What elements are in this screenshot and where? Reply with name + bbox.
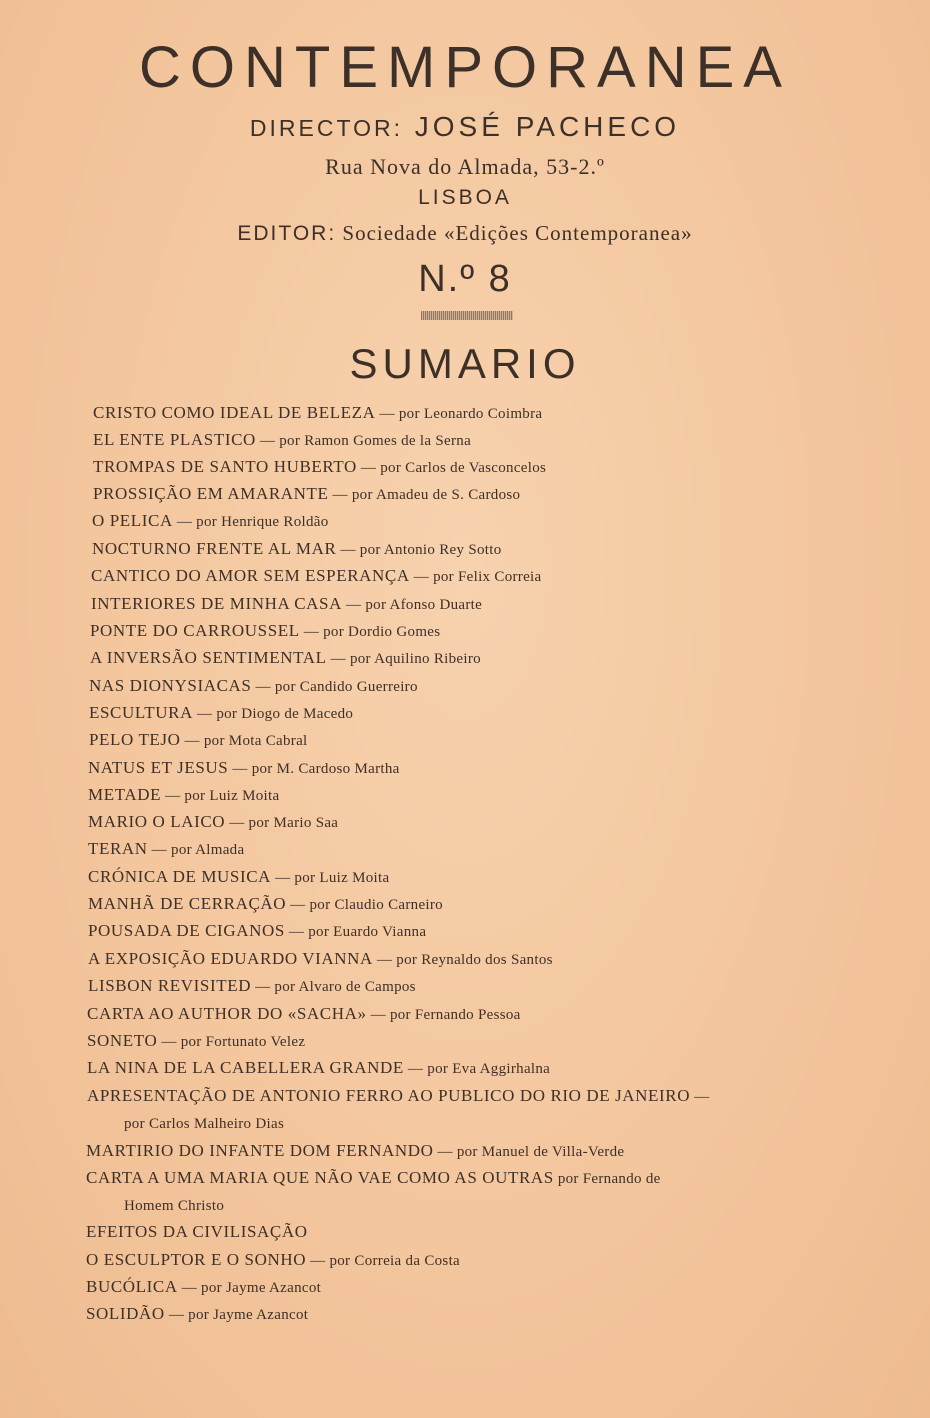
toc-entry bbox=[88, 946, 553, 972]
toc-entry-title: METADE bbox=[88, 785, 162, 804]
toc-entry-author: — por Eva Aggirhalna bbox=[407, 1061, 551, 1077]
toc-entry-title: PONTE DO CARROUSSEL bbox=[90, 621, 300, 640]
toc-entry-title: LA NINA DE LA CABELLERA GRANDE bbox=[87, 1058, 404, 1077]
toc-entry-author: — por Alvaro de Campos bbox=[255, 979, 416, 995]
toc-entry-title: CRÓNICA DE MUSICA bbox=[88, 867, 272, 886]
toc-entry-author: — por M. Cardoso Martha bbox=[232, 761, 400, 777]
toc-entry-title: ESCULTURA bbox=[89, 703, 193, 722]
toc-entry-title: TERAN bbox=[88, 839, 148, 858]
toc-entry bbox=[86, 1274, 321, 1300]
director-label: DIRECTOR: bbox=[249, 115, 403, 141]
toc-entry bbox=[86, 1138, 624, 1164]
toc-entry bbox=[91, 591, 482, 617]
director-line bbox=[0, 110, 930, 145]
toc-entry-title: CARTA A UMA MARIA QUE NÃO VAE COMO AS OUTRAS bbox=[86, 1168, 554, 1187]
toc-entry-author: Homem Christo bbox=[124, 1198, 225, 1214]
toc-entry-title: A INVERSÃO SENTIMENTAL bbox=[90, 648, 327, 667]
toc-entry-author: — por Aquilino Ribeiro bbox=[330, 651, 481, 667]
toc-entry-author: — por Mario Saa bbox=[229, 815, 339, 831]
toc-entry-title: O ESCULPTOR E O SONHO bbox=[86, 1250, 307, 1269]
toc-entry-author: — por Almada bbox=[151, 842, 245, 858]
toc-entry-title: NOCTURNO FRENTE AL MAR bbox=[92, 539, 337, 558]
toc-entry bbox=[88, 782, 279, 808]
toc-entry-title: MARTIRIO DO INFANTE DOM FERNANDO bbox=[86, 1141, 434, 1160]
toc-entry bbox=[89, 700, 353, 726]
toc-entry-title: CANTICO DO AMOR SEM ESPERANÇA bbox=[91, 566, 410, 585]
toc-entry-title: PELO TEJO bbox=[89, 730, 181, 749]
toc-entry-author: — por Afonso Duarte bbox=[346, 597, 483, 613]
toc-entry-author: — por Manuel de Villa-Verde bbox=[437, 1144, 625, 1160]
toc-entry-title: BUCÓLICA bbox=[86, 1277, 178, 1296]
toc-entry-author: — bbox=[694, 1089, 710, 1105]
toc-entry bbox=[90, 645, 481, 671]
toc-entry bbox=[88, 918, 426, 944]
toc-entry-author: — por Candido Guerreiro bbox=[255, 679, 418, 695]
toc-entry bbox=[93, 454, 546, 480]
toc-entry-author: — por Euardo Vianna bbox=[288, 924, 427, 940]
toc-entry bbox=[92, 536, 502, 562]
toc-entry-title: O PELICA bbox=[92, 511, 173, 530]
director-name: JOSÉ PACHECO bbox=[414, 111, 681, 142]
toc-entry-continuation bbox=[124, 1192, 224, 1218]
toc-entry-author: — por Jayme Azancot bbox=[181, 1280, 322, 1296]
toc-entry bbox=[88, 809, 338, 835]
editor-name: Sociedade «Edições Contemporanea» bbox=[342, 221, 693, 245]
toc-entry-title: SONETO bbox=[87, 1031, 158, 1050]
toc-entry-author: — por Mota Cabral bbox=[184, 733, 308, 749]
toc-entry-author: — por Reynaldo dos Santos bbox=[376, 952, 553, 968]
toc-entry-title: TROMPAS DE SANTO HUBERTO bbox=[93, 457, 357, 476]
editor-label: EDITOR: bbox=[237, 222, 337, 245]
toc-entry bbox=[87, 1055, 550, 1081]
toc-entry-author: — por Fortunato Velez bbox=[161, 1034, 306, 1050]
toc-entry bbox=[90, 618, 440, 644]
issue-number: N.º 8 bbox=[418, 258, 512, 300]
toc-entry-author: — por Felix Correia bbox=[413, 569, 542, 585]
toc-entry bbox=[87, 1028, 305, 1054]
toc-entry-author: — por Henrique Roldão bbox=[176, 514, 329, 530]
toc-entry-title: NAS DIONYSIACAS bbox=[89, 676, 252, 695]
toc-entry-author: — por Dordio Gomes bbox=[303, 624, 441, 640]
toc-entry bbox=[88, 755, 400, 781]
toc-entry-title: CRISTO COMO IDEAL DE BELEZA bbox=[93, 403, 376, 422]
toc-entry bbox=[88, 864, 389, 890]
toc-entry bbox=[86, 1301, 308, 1327]
toc-entry bbox=[93, 400, 542, 426]
toc-entry bbox=[86, 1219, 308, 1245]
toc-entry-author: — por Claudio Carneiro bbox=[290, 897, 443, 913]
toc-entry bbox=[92, 508, 329, 534]
city: LISBOA bbox=[418, 186, 512, 209]
toc-entry bbox=[86, 1165, 661, 1191]
toc-entry-title: MANHÃ DE CERRAÇÃO bbox=[88, 894, 287, 913]
toc-entry-title: EFEITOS DA CIVILISAÇÃO bbox=[86, 1222, 308, 1241]
toc-entry-author: — por Amadeu de S. Cardoso bbox=[332, 487, 521, 503]
address: Rua Nova do Almada, 53-2.º bbox=[325, 154, 605, 179]
toc-entry-author: por Carlos Malheiro Dias bbox=[124, 1116, 285, 1132]
toc-entry-title: NATUS ET JESUS bbox=[88, 758, 229, 777]
toc-entry-author: — por Diogo de Macedo bbox=[196, 706, 354, 722]
toc-entry-author: — por Jayme Azancot bbox=[168, 1307, 309, 1323]
toc-entry-author: — por Antonio Rey Sotto bbox=[340, 542, 502, 558]
toc-entry-author: — por Carlos de Vasconcelos bbox=[360, 460, 547, 476]
toc-entry-author: — por Luiz Moita bbox=[165, 788, 280, 804]
toc-entry bbox=[88, 836, 244, 862]
toc-entry bbox=[87, 1083, 709, 1109]
toc-entry-continuation bbox=[124, 1110, 284, 1136]
toc-entry-title: MARIO O LAICO bbox=[88, 812, 226, 831]
toc-entry-title: EL ENTE PLASTICO bbox=[93, 430, 256, 449]
editor-line bbox=[0, 218, 930, 249]
toc-entry-title: CARTA AO AUTHOR DO «SACHA» bbox=[87, 1004, 367, 1023]
toc-entry-title: A EXPOSIÇÃO EDUARDO VIANNA bbox=[88, 949, 373, 968]
toc-entry-title: POUSADA DE CIGANOS bbox=[88, 921, 285, 940]
toc-entry bbox=[86, 1247, 460, 1273]
toc-entry-title: LISBON REVISITED bbox=[88, 976, 252, 995]
ornament-divider bbox=[421, 311, 513, 320]
toc-entry-author: — por Fernando Pessoa bbox=[370, 1007, 521, 1023]
toc-entry-title: PROSSIÇÃO EM AMARANTE bbox=[93, 484, 329, 503]
toc-entry bbox=[88, 973, 416, 999]
toc-entry bbox=[93, 427, 471, 453]
toc-entry bbox=[89, 727, 308, 753]
section-title: SUMARIO bbox=[349, 340, 581, 387]
toc-entry-title: APRESENTAÇÃO DE ANTONIO FERRO AO PUBLICO DO RIO DE JANEIRO bbox=[87, 1086, 691, 1105]
toc-entry bbox=[87, 1001, 521, 1027]
toc-entry-author: — por Leonardo Coimbra bbox=[379, 406, 543, 422]
toc-entry bbox=[88, 891, 443, 917]
toc-entry-author: — por Correia da Costa bbox=[310, 1253, 460, 1269]
toc-entry bbox=[89, 673, 418, 699]
toc-entry-author: — por Ramon Gomes de la Serna bbox=[259, 433, 472, 449]
toc-entry bbox=[93, 481, 520, 507]
magazine-title: CONTEMPORANEA bbox=[139, 35, 791, 100]
toc-entry-author: por Fernando de bbox=[557, 1171, 661, 1187]
toc-entry-author: — por Luiz Moita bbox=[275, 870, 390, 886]
toc-entry-title: SOLIDÃO bbox=[86, 1304, 165, 1323]
toc-entry bbox=[91, 563, 541, 589]
toc-entry-title: INTERIORES DE MINHA CASA bbox=[91, 594, 342, 613]
